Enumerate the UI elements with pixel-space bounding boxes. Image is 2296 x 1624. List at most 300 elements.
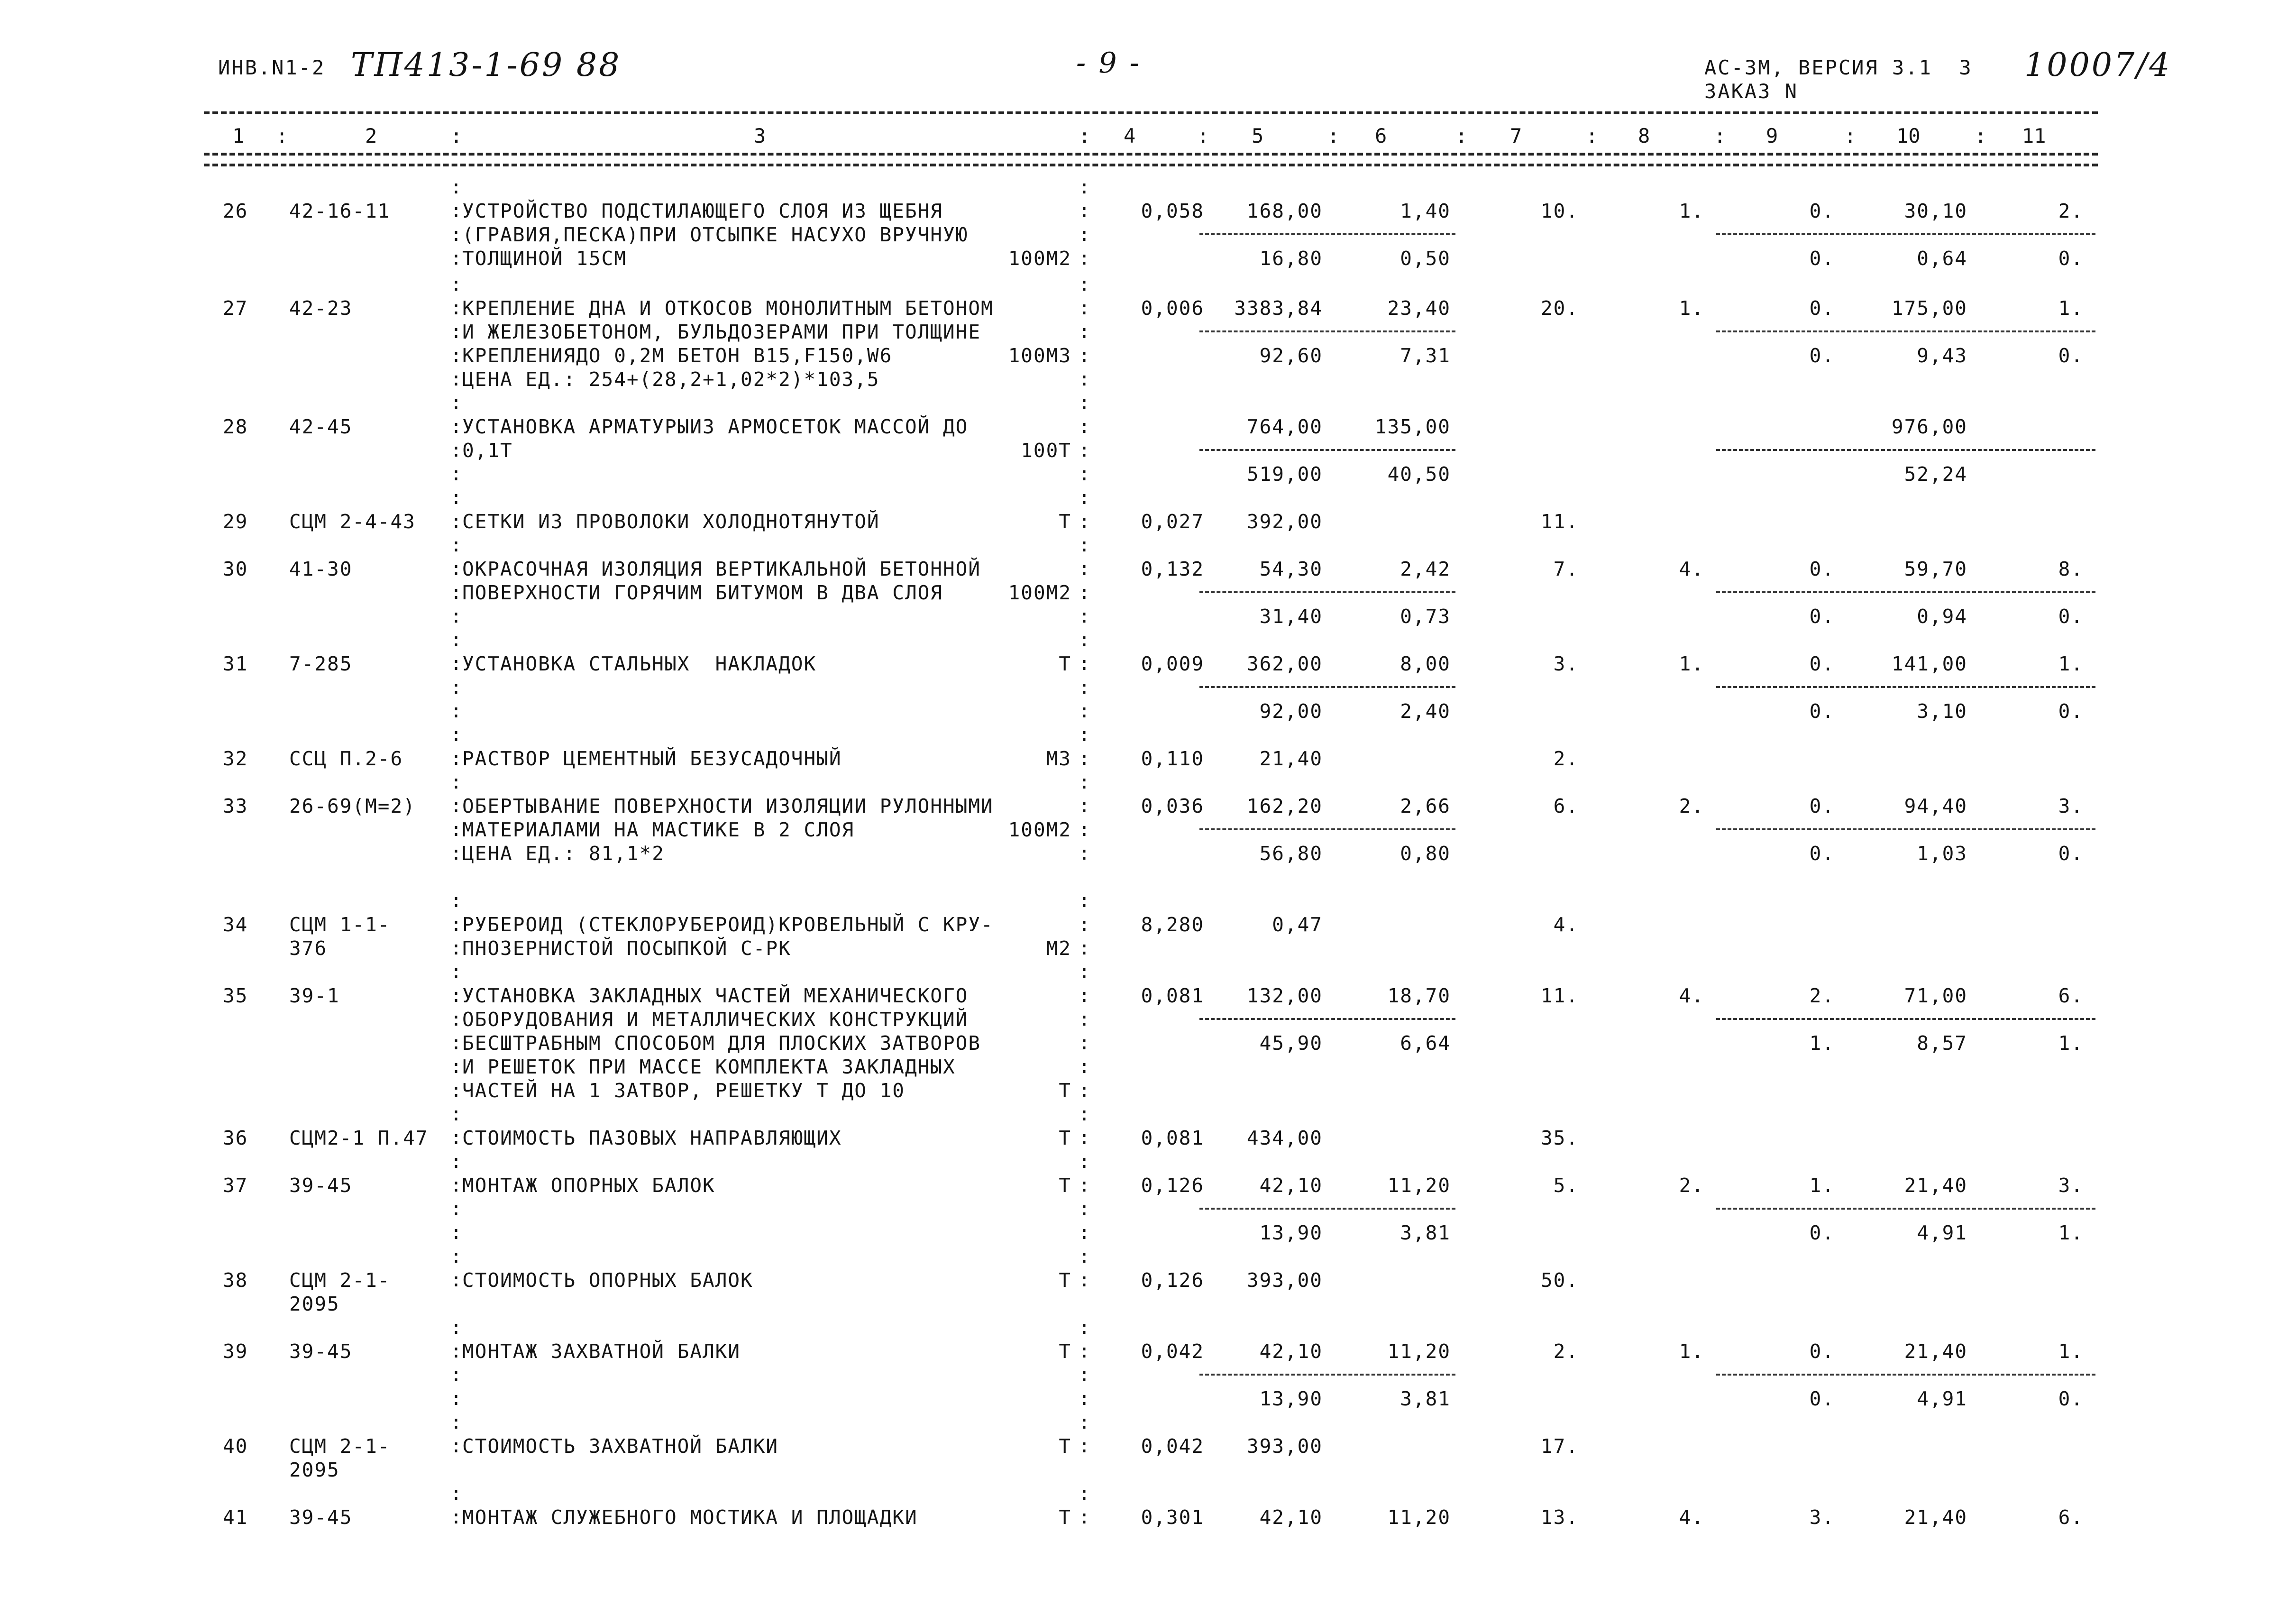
column-separator: : xyxy=(276,124,288,147)
row-number: 40 xyxy=(223,1435,248,1458)
separator: : xyxy=(1079,771,1090,793)
separator: : xyxy=(450,1506,462,1528)
separator: : xyxy=(450,606,462,627)
column-header-8: 8 xyxy=(1638,124,1650,147)
separator: : xyxy=(1079,1340,1090,1362)
unit: 100Т xyxy=(1021,439,1071,462)
value-c10: 59,70 xyxy=(1904,558,1967,580)
separator: : xyxy=(1079,1032,1090,1054)
item-description: УСТАНОВКА АРМАТУРЫИЗ АРМОСЕТОК МАССОЙ ДО xyxy=(462,415,969,438)
value-c6: 2,66 xyxy=(1400,795,1451,817)
value-c10: 94,40 xyxy=(1904,795,1967,817)
separator: : xyxy=(450,961,462,983)
column-separator: : xyxy=(1714,124,1726,147)
item-description: СТОИМОСТЬ ОПОРНЫХ БАЛОК xyxy=(462,1269,753,1292)
subvalue-c9: 0. xyxy=(1809,344,1835,367)
separator: : xyxy=(450,914,462,936)
subtotal-divider xyxy=(1199,449,1455,451)
separator: : xyxy=(1079,700,1090,722)
subvalue-c5: 92,60 xyxy=(1259,344,1323,367)
value-c7: 11. xyxy=(1540,510,1579,533)
price-note: ЦЕНА ЕД.: 81,1*2 xyxy=(462,842,665,865)
separator: : xyxy=(1079,392,1090,414)
separator: : xyxy=(1079,487,1090,509)
separator: : xyxy=(1079,511,1090,532)
separator: : xyxy=(1079,914,1090,936)
separator: : xyxy=(450,463,462,485)
value-c7: 4. xyxy=(1553,913,1579,936)
value-c7: 11. xyxy=(1540,984,1579,1007)
separator: : xyxy=(1079,463,1090,485)
separator: : xyxy=(1079,819,1090,841)
inventory-number: ИНВ.N1-2 xyxy=(218,56,326,79)
value-c10: 21,40 xyxy=(1904,1506,1967,1529)
separator: : xyxy=(1079,200,1090,222)
row-number: 31 xyxy=(223,652,248,675)
separator: : xyxy=(450,1483,462,1505)
value-c7: 10. xyxy=(1540,200,1579,222)
separator: : xyxy=(450,534,462,556)
header-bottom-rule xyxy=(204,153,2098,156)
column-separator: : xyxy=(1586,124,1598,147)
item-description: СТОИМОСТЬ ЗАХВАТНОЙ БАЛКИ xyxy=(462,1435,779,1458)
column-separator: : xyxy=(1197,124,1209,147)
subtotal-divider xyxy=(1199,1208,1455,1210)
value-c5: 362,00 xyxy=(1246,652,1323,675)
subvalue-c5: 519,00 xyxy=(1246,463,1323,486)
value-c5: 393,00 xyxy=(1246,1435,1323,1458)
value-c6: 11,20 xyxy=(1387,1506,1451,1529)
subvalue-c10: 0,94 xyxy=(1917,605,1967,628)
item-code: 41-30 xyxy=(289,558,353,580)
subtotal-divider xyxy=(1716,233,2095,235)
value-c7: 6. xyxy=(1553,795,1579,817)
separator: : xyxy=(450,1198,462,1220)
value-c7: 2. xyxy=(1553,1340,1579,1363)
value-c6: 23,40 xyxy=(1387,297,1451,320)
value-c7: 7. xyxy=(1553,558,1579,580)
row-number: 35 xyxy=(223,984,248,1007)
value-c5: 434,00 xyxy=(1246,1127,1323,1149)
separator: : xyxy=(1079,1080,1090,1101)
column-header-4: 4 xyxy=(1124,124,1136,147)
item-description: МАТЕРИАЛАМИ НА МАСТИКЕ В 2 СЛОЯ xyxy=(462,818,855,841)
system-version: АС-3М, ВЕРСИЯ 3.1 3 xyxy=(1704,56,1973,79)
value-c10: 141,00 xyxy=(1891,652,1967,675)
value-c8: 1. xyxy=(1679,652,1704,675)
subvalue-c10: 8,57 xyxy=(1917,1032,1967,1055)
subvalue-c9: 0. xyxy=(1809,700,1835,723)
item-description: СЕТКИ ИЗ ПРОВОЛОКИ ХОЛОДНОТЯНУТОЙ xyxy=(462,510,880,533)
value-c9: 0. xyxy=(1809,200,1835,222)
separator: : xyxy=(450,1435,462,1457)
column-header-5: 5 xyxy=(1252,124,1264,147)
column-separator: : xyxy=(450,124,463,147)
value-c6: 11,20 xyxy=(1387,1340,1451,1363)
row-number: 27 xyxy=(223,297,248,320)
row-number: 41 xyxy=(223,1506,248,1529)
separator: : xyxy=(450,819,462,841)
item-description: И ЖЕЛЕЗОБЕТОНОМ, БУЛЬДОЗЕРАМИ ПРИ ТОЛЩИНЕ xyxy=(462,321,981,343)
separator: : xyxy=(1079,748,1090,770)
item-code: 39-45 xyxy=(289,1506,353,1529)
separator: : xyxy=(1079,890,1090,912)
item-code: СЦМ 2-4-43 xyxy=(289,510,416,533)
separator: : xyxy=(1079,1269,1090,1291)
value-c4: 0,036 xyxy=(1141,795,1204,817)
column-header-9: 9 xyxy=(1766,124,1778,147)
subvalue-c11: 0. xyxy=(2058,344,2084,367)
value-c9: 3. xyxy=(1809,1506,1835,1529)
item-description: ОБОРУДОВАНИЯ И МЕТАЛЛИЧЕСКИХ КОНСТРУКЦИЙ xyxy=(462,1008,969,1031)
column-header-1: 1 xyxy=(232,124,245,147)
separator: : xyxy=(1079,224,1090,246)
subvalue-c11: 1. xyxy=(2058,1032,2084,1055)
unit: Т xyxy=(1059,652,1071,675)
subvalue-c5: 56,80 xyxy=(1259,842,1323,865)
value-c7: 35. xyxy=(1540,1127,1579,1149)
value-c9: 1. xyxy=(1809,1174,1835,1197)
value-c11: 3. xyxy=(2058,1174,2084,1197)
separator: : xyxy=(450,700,462,722)
separator: : xyxy=(450,1009,462,1030)
subvalue-c6: 0,73 xyxy=(1400,605,1451,628)
subvalue-c5: 31,40 xyxy=(1259,605,1323,628)
value-c6: 135,00 xyxy=(1374,415,1451,438)
separator: : xyxy=(450,1269,462,1291)
separator: : xyxy=(450,843,462,864)
subvalue-c5: 92,00 xyxy=(1259,700,1323,723)
column-separator: : xyxy=(1455,124,1468,147)
subvalue-c10: 3,10 xyxy=(1917,700,1967,723)
subvalue-c11: 0. xyxy=(2058,1387,2084,1410)
column-header-10: 10 xyxy=(1896,124,1921,147)
item-code: 39-45 xyxy=(289,1340,353,1363)
separator: : xyxy=(450,1032,462,1054)
value-c8: 1. xyxy=(1679,200,1704,222)
separator: : xyxy=(1079,558,1090,580)
column-header-11: 11 xyxy=(2022,124,2046,147)
separator: : xyxy=(450,440,462,461)
column-separator: : xyxy=(1975,124,1987,147)
separator: : xyxy=(450,677,462,698)
subvalue-c6: 0,80 xyxy=(1400,842,1451,865)
separator: : xyxy=(1079,534,1090,556)
separator: : xyxy=(450,1246,462,1267)
subvalue-c11: 1. xyxy=(2058,1221,2084,1244)
separator: : xyxy=(450,392,462,414)
unit: 100М2 xyxy=(1008,247,1071,270)
subvalue-c9: 0. xyxy=(1809,842,1835,865)
subvalue-c9: 0. xyxy=(1809,247,1835,270)
subtotal-divider xyxy=(1716,828,2095,830)
unit: Т xyxy=(1059,1340,1071,1363)
column-separator: : xyxy=(1327,124,1340,147)
unit: М3 xyxy=(1046,747,1071,770)
separator: : xyxy=(1079,1056,1090,1078)
separator: : xyxy=(1079,1103,1090,1125)
header-bottom-rule-2 xyxy=(204,164,2098,166)
unit: Т xyxy=(1059,1079,1071,1102)
separator: : xyxy=(1079,1127,1090,1149)
row-number: 32 xyxy=(223,747,248,770)
separator: : xyxy=(1079,1364,1090,1386)
item-code: 42-45 xyxy=(289,415,353,438)
subtotal-divider xyxy=(1716,686,2095,688)
value-c6: 18,70 xyxy=(1387,984,1451,1007)
subtotal-divider xyxy=(1716,591,2095,593)
item-description: УСТАНОВКА СТАЛЬНЫХ НАКЛАДОК xyxy=(462,652,817,675)
item-code: 39-1 xyxy=(289,984,340,1007)
value-c4: 0,042 xyxy=(1141,1435,1204,1458)
separator: : xyxy=(450,890,462,912)
value-c10: 71,00 xyxy=(1904,984,1967,1007)
subvalue-c6: 7,31 xyxy=(1400,344,1451,367)
subvalue-c9: 1. xyxy=(1809,1032,1835,1055)
separator: : xyxy=(450,200,462,222)
value-c4: 8,280 xyxy=(1141,913,1204,936)
item-description: МОНТАЖ ОПОРНЫХ БАЛОК xyxy=(462,1174,715,1197)
separator: : xyxy=(450,176,462,198)
subtotal-divider xyxy=(1199,1374,1455,1376)
separator: : xyxy=(1079,961,1090,983)
subvalue-c11: 0. xyxy=(2058,247,2084,270)
subtotal-divider xyxy=(1716,1018,2095,1020)
separator: : xyxy=(450,1340,462,1362)
separator: : xyxy=(450,653,462,675)
value-c9: 0. xyxy=(1809,1340,1835,1363)
price-note: ЦЕНА ЕД.: 254+(28,2+1,02*2)*103,5 xyxy=(462,368,880,391)
item-description: РУБЕРОИД (СТЕКЛОРУБЕРОИД)КРОВЕЛЬНЫЙ С КРУ- xyxy=(462,913,994,936)
subvalue-c10: 52,24 xyxy=(1904,463,1967,486)
value-c11: 1. xyxy=(2058,1340,2084,1363)
subvalue-c10: 4,91 xyxy=(1917,1221,1967,1244)
separator: : xyxy=(450,1151,462,1173)
separator: : xyxy=(1079,176,1090,198)
subvalue-c10: 4,91 xyxy=(1917,1387,1967,1410)
value-c4: 0,301 xyxy=(1141,1506,1204,1529)
row-number: 36 xyxy=(223,1127,248,1149)
item-description: (ГРАВИЯ,ПЕСКА)ПРИ ОТСЫПКЕ НАСУХО ВРУЧНУЮ xyxy=(462,223,969,246)
row-number: 38 xyxy=(223,1269,248,1292)
separator: : xyxy=(450,1222,462,1244)
separator: : xyxy=(1079,1009,1090,1030)
separator: : xyxy=(1079,345,1090,367)
value-c6: 11,20 xyxy=(1387,1174,1451,1197)
separator: : xyxy=(450,297,462,319)
item-code: СЦМ2-1 П.47 xyxy=(289,1127,429,1149)
unit: Т xyxy=(1059,1127,1071,1149)
unit: Т xyxy=(1059,1435,1071,1458)
separator: : xyxy=(450,985,462,1007)
value-c6: 1,40 xyxy=(1400,200,1451,222)
separator: : xyxy=(1079,582,1090,604)
separator: : xyxy=(450,1080,462,1101)
separator: : xyxy=(1079,629,1090,651)
separator: : xyxy=(450,224,462,246)
subtotal-divider xyxy=(1716,1374,2095,1376)
document-code: ТП413-1-69 88 xyxy=(351,46,622,84)
subvalue-c9: 0. xyxy=(1809,605,1835,628)
value-c8: 2. xyxy=(1679,795,1704,817)
separator: : xyxy=(450,937,462,959)
separator: : xyxy=(1079,440,1090,461)
value-c10: 976,00 xyxy=(1891,415,1967,438)
value-c5: 393,00 xyxy=(1246,1269,1323,1292)
value-c9: 0. xyxy=(1809,297,1835,320)
value-c11: 1. xyxy=(2058,297,2084,320)
item-description: ПНОЗЕРНИСТОЙ ПОСЫПКОЙ С-РК xyxy=(462,937,791,960)
row-number: 37 xyxy=(223,1174,248,1197)
value-c9: 2. xyxy=(1809,984,1835,1007)
separator: : xyxy=(1079,416,1090,438)
separator: : xyxy=(450,487,462,509)
value-c7: 20. xyxy=(1540,297,1579,320)
subvalue-c10: 1,03 xyxy=(1917,842,1967,865)
item-description: КРЕПЛЕНИЕ ДНА И ОТКОСОВ МОНОЛИТНЫМ БЕТОНОМ xyxy=(462,297,994,320)
value-c5: 168,00 xyxy=(1246,200,1323,222)
item-description: МОНТАЖ СЛУЖЕБНОГО МОСТИКА И ПЛОЩАДКИ xyxy=(462,1506,918,1529)
row-number: 26 xyxy=(223,200,248,222)
separator: : xyxy=(450,1412,462,1433)
value-c6: 2,42 xyxy=(1400,558,1451,580)
subvalue-c5: 16,80 xyxy=(1259,247,1323,270)
subtotal-divider xyxy=(1199,591,1455,593)
value-c4: 0,132 xyxy=(1141,558,1204,580)
separator: : xyxy=(1079,677,1090,698)
value-c5: 764,00 xyxy=(1246,415,1323,438)
item-description: УСТАНОВКА ЗАКЛАДНЫХ ЧАСТЕЙ МЕХАНИЧЕСКОГО xyxy=(462,984,969,1007)
separator: : xyxy=(450,321,462,343)
row-number: 30 xyxy=(223,558,248,580)
separator: : xyxy=(1079,1412,1090,1433)
separator: : xyxy=(450,1103,462,1125)
value-c5: 54,30 xyxy=(1259,558,1323,580)
unit: 100М2 xyxy=(1008,818,1071,841)
value-c11: 6. xyxy=(2058,1506,2084,1529)
value-c11: 8. xyxy=(2058,558,2084,580)
subvalue-c6: 3,81 xyxy=(1400,1387,1451,1410)
separator: : xyxy=(450,368,462,390)
subtotal-divider xyxy=(1199,233,1455,235)
separator: : xyxy=(450,1056,462,1078)
value-c8: 4. xyxy=(1679,558,1704,580)
value-c10: 175,00 xyxy=(1891,297,1967,320)
item-code: 7-285 xyxy=(289,652,353,675)
separator: : xyxy=(1079,1388,1090,1410)
separator: : xyxy=(450,416,462,438)
separator: : xyxy=(1079,1198,1090,1220)
row-number: 28 xyxy=(223,415,248,438)
value-c7: 2. xyxy=(1553,747,1579,770)
item-description: МОНТАЖ ЗАХВАТНОЙ БАЛКИ xyxy=(462,1340,741,1363)
value-c4: 0,006 xyxy=(1141,297,1204,320)
subtotal-divider xyxy=(1199,828,1455,830)
subvalue-c11: 0. xyxy=(2058,700,2084,723)
unit: М2 xyxy=(1046,937,1071,960)
subvalue-c5: 13,90 xyxy=(1259,1221,1323,1244)
separator: : xyxy=(1079,248,1090,269)
row-number: 39 xyxy=(223,1340,248,1363)
separator: : xyxy=(1079,1317,1090,1339)
value-c11: 6. xyxy=(2058,984,2084,1007)
item-code: ССЦ П.2-6 xyxy=(289,747,403,770)
value-c5: 42,10 xyxy=(1259,1174,1323,1197)
item-code: 2095 xyxy=(289,1293,340,1315)
subtotal-divider xyxy=(1716,1208,2095,1210)
item-code: 39-45 xyxy=(289,1174,353,1197)
subvalue-c6: 0,50 xyxy=(1400,247,1451,270)
item-description: 0,1Т xyxy=(462,439,513,462)
subvalue-c6: 40,50 xyxy=(1387,463,1451,486)
item-code: 42-16-11 xyxy=(289,200,391,222)
value-c9: 0. xyxy=(1809,558,1835,580)
value-c10: 21,40 xyxy=(1904,1340,1967,1363)
value-c5: 392,00 xyxy=(1246,510,1323,533)
subtotal-divider xyxy=(1199,1018,1455,1020)
value-c5: 42,10 xyxy=(1259,1340,1323,1363)
item-description: УСТРОЙСТВО ПОДСТИЛАЮЩЕГО СЛОЯ ИЗ ЩЕБНЯ xyxy=(462,200,943,222)
separator: : xyxy=(450,724,462,746)
row-number: 33 xyxy=(223,795,248,817)
top-rule xyxy=(204,111,2098,114)
subtotal-divider xyxy=(1199,330,1455,332)
value-c5: 162,20 xyxy=(1246,795,1323,817)
separator: : xyxy=(1079,1174,1090,1196)
item-description: СТОИМОСТЬ ПАЗОВЫХ НАПРАВЛЯЮЩИХ xyxy=(462,1127,842,1149)
value-c7: 13. xyxy=(1540,1506,1579,1529)
item-code: СЦМ 2-1- xyxy=(289,1269,391,1292)
item-description: ЧАСТЕЙ НА 1 ЗАТВОР, РЕШЕТКУ Т ДО 10 xyxy=(462,1079,905,1102)
subvalue-c6: 2,40 xyxy=(1400,700,1451,723)
value-c5: 21,40 xyxy=(1259,747,1323,770)
subvalue-c9: 0. xyxy=(1809,1221,1835,1244)
separator: : xyxy=(1079,653,1090,675)
unit: Т xyxy=(1059,1174,1071,1197)
unit: Т xyxy=(1059,510,1071,533)
subvalue-c9: 0. xyxy=(1809,1387,1835,1410)
column-separator: : xyxy=(1079,124,1091,147)
item-code: 376 xyxy=(289,937,328,960)
item-code: СЦМ 1-1- xyxy=(289,913,391,936)
separator: : xyxy=(1079,795,1090,817)
value-c4: 0,058 xyxy=(1141,200,1204,222)
separator: : xyxy=(1079,321,1090,343)
separator: : xyxy=(1079,724,1090,746)
unit: 100М3 xyxy=(1008,344,1071,367)
value-c10: 30,10 xyxy=(1904,200,1967,222)
column-header-2: 2 xyxy=(365,124,377,147)
subvalue-c10: 0,64 xyxy=(1917,247,1967,270)
separator: : xyxy=(450,629,462,651)
separator: : xyxy=(450,274,462,295)
value-c4: 0,081 xyxy=(1141,1127,1204,1149)
archive-stamp: 10007/4 xyxy=(2024,46,2172,84)
value-c7: 3. xyxy=(1553,652,1579,675)
value-c4: 0,126 xyxy=(1141,1269,1204,1292)
value-c4: 0,009 xyxy=(1141,652,1204,675)
column-header-6: 6 xyxy=(1375,124,1387,147)
subtotal-divider xyxy=(1716,330,2095,332)
item-code: СЦМ 2-1- xyxy=(289,1435,391,1458)
value-c11: 2. xyxy=(2058,200,2084,222)
separator: : xyxy=(1079,368,1090,390)
item-description: И РЕШЕТОК ПРИ МАССЕ КОМПЛЕКТА ЗАКЛАДНЫХ xyxy=(462,1055,956,1078)
value-c9: 0. xyxy=(1809,795,1835,817)
unit: Т xyxy=(1059,1506,1071,1529)
value-c5: 0,47 xyxy=(1272,913,1323,936)
separator: : xyxy=(1079,297,1090,319)
